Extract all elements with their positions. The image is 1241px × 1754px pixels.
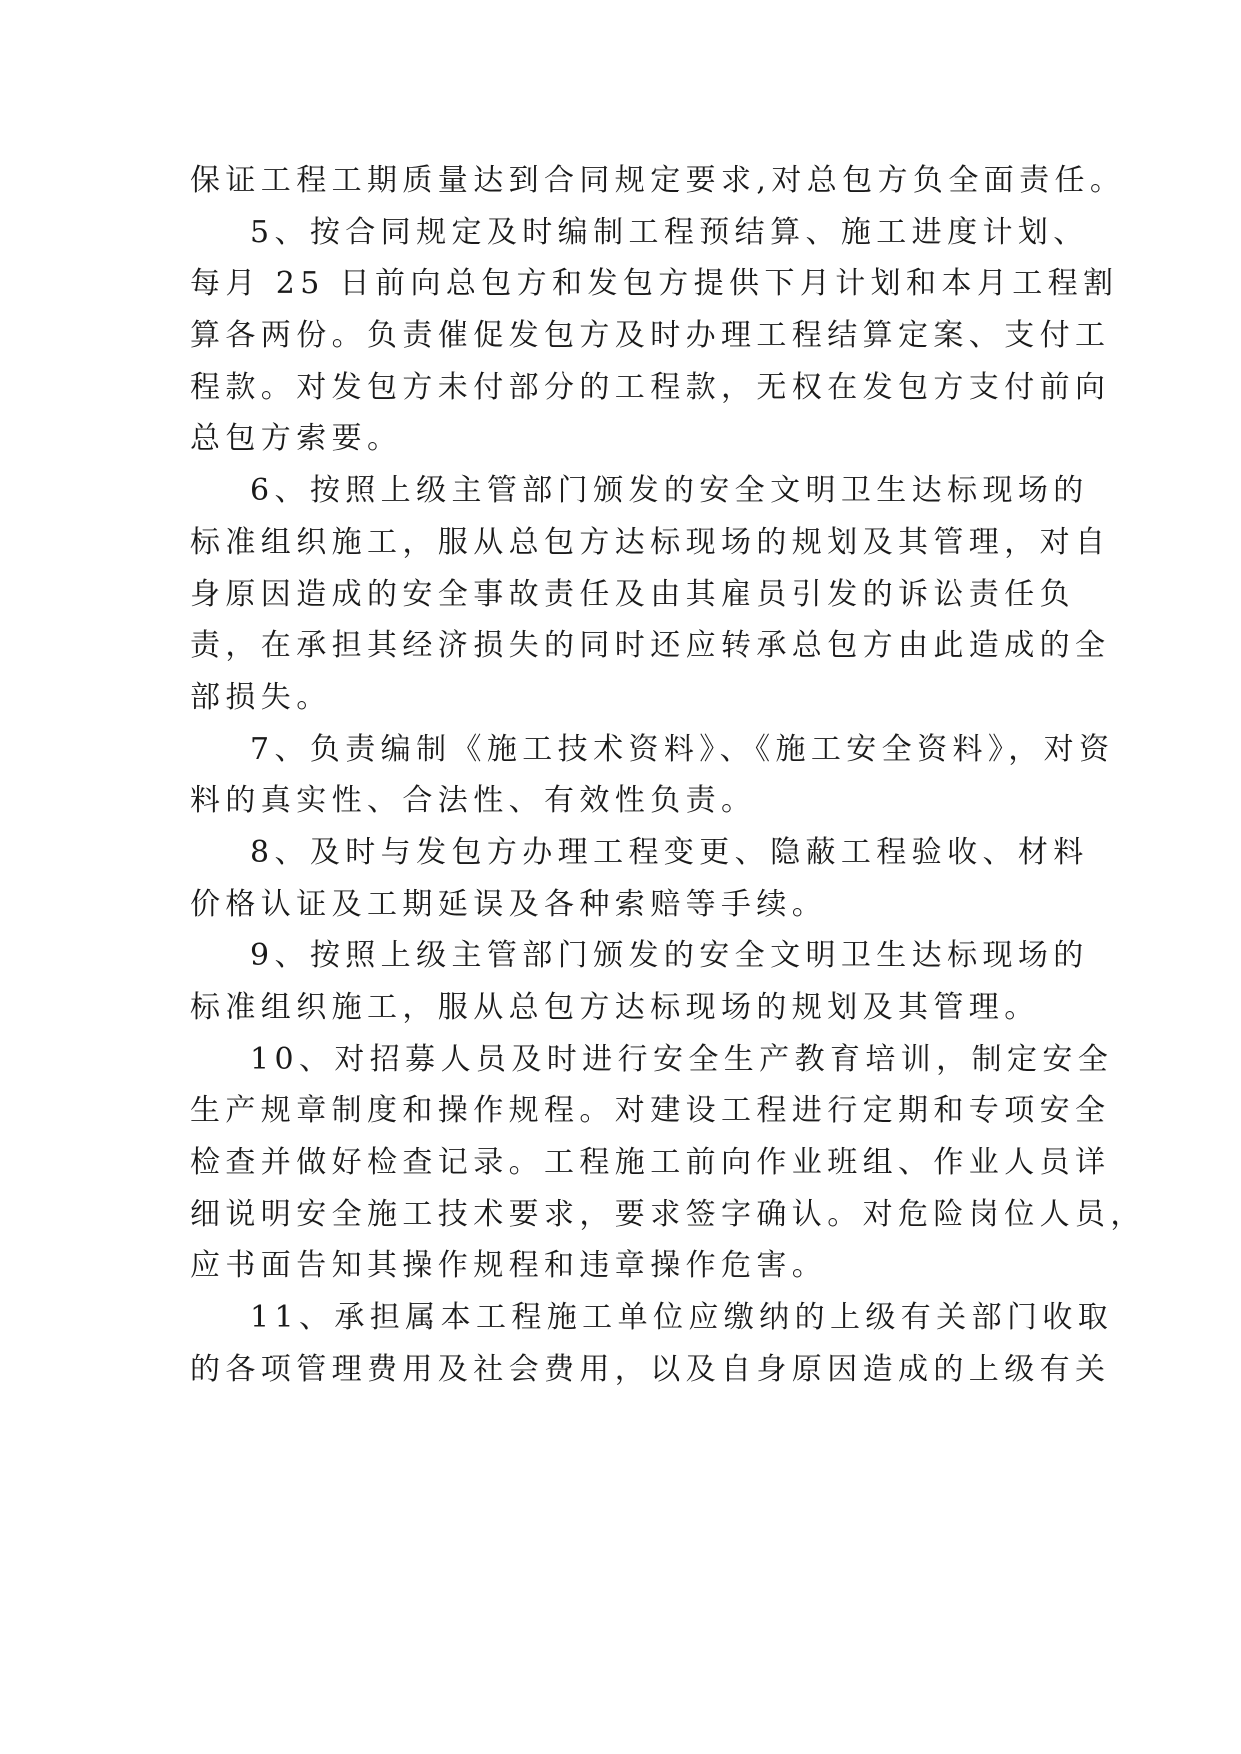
- text-line: 7、负责编制《施工技术资料》、《施工安全资料》，对资: [250, 731, 1115, 767]
- text-line: 标准组织施工，服从总包方达标现场的规划及其管理，对自: [190, 524, 1111, 560]
- text-line: 算各两份。负责催促发包方及时办理工程结算定案、支付工: [190, 318, 1111, 354]
- text-line: 总包方索要。: [190, 421, 403, 457]
- text-line: 5、按合同规定及时编制工程预结算、施工进度计划、: [250, 214, 1089, 250]
- text-line: 检查并做好检查记录。工程施工前向作业班组、作业人员详: [190, 1145, 1111, 1181]
- text-line: 生产规章制度和操作规程。对建设工程进行定期和专项安全: [190, 1093, 1111, 1129]
- text-line: 应书面告知其操作规程和违章操作危害。: [190, 1248, 828, 1284]
- text-line: 10、对招募人员及时进行安全生产教育培训，制定安全: [250, 1041, 1114, 1077]
- text-line: 8、及时与发包方办理工程变更、隐蔽工程验收、材料: [250, 834, 1089, 870]
- text-line: 细说明安全施工技术要求，要求签字确认。对危险岗位人员，: [190, 1196, 1146, 1232]
- text-line: 标准组织施工，服从总包方达标现场的规划及其管理。: [190, 990, 1040, 1025]
- text-line: 身原因造成的安全事故责任及由其雇员引发的诉讼责任负: [190, 576, 1075, 612]
- text-line: 责，在承担其经济损失的同时还应转承总包方由此造成的全: [190, 628, 1111, 664]
- text-line: 程款。对发包方未付部分的工程款，无权在发包方支付前向: [190, 369, 1111, 405]
- text-line: 部损失。: [190, 679, 332, 715]
- text-line: 11、承担属本工程施工单位应缴纳的上级有关部门收取: [250, 1300, 1114, 1336]
- text-line: 9、按照上级主管部门颁发的安全文明卫生达标现场的: [250, 938, 1089, 974]
- text-line: 每月 25 日前向总包方和发包方提供下月计划和本月工程割: [190, 266, 1119, 302]
- text-line: 价格认证及工期延误及各种索赔等手续。: [190, 886, 828, 922]
- text-line: 6、按照上级主管部门颁发的安全文明卫生达标现场的: [250, 473, 1089, 509]
- document-body: [190, 155, 1146, 1396]
- text-line: 保证工程工期质量达到合同规定要求,对总包方负全面责任。: [190, 163, 1126, 198]
- text-line: 料的真实性、合法性、有效性负责。: [190, 783, 757, 819]
- text-line: 的各项管理费用及社会费用，以及自身原因造成的上级有关: [190, 1351, 1111, 1387]
